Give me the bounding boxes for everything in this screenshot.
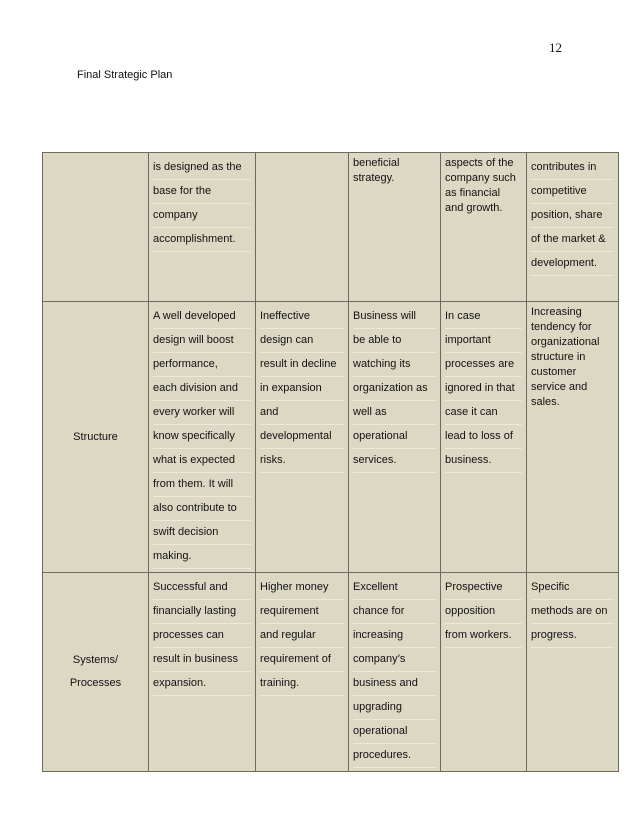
page-number: 12 <box>549 40 562 55</box>
cell-text-line: Increasing <box>531 306 582 318</box>
cell-text-line: performance, <box>153 353 251 377</box>
cell-text-line: from workers. <box>445 624 522 648</box>
table-cell <box>349 573 441 772</box>
cell-text-line: also contribute to <box>153 497 251 521</box>
table-cell <box>349 302 441 573</box>
cell-text-line: processes can <box>153 624 251 648</box>
cell-text-line: Ineffective <box>260 305 344 329</box>
cell-text-line: company <box>153 204 251 228</box>
cell-text-line: lead to loss of <box>445 425 522 449</box>
cell-text-line: risks. <box>260 449 344 473</box>
cell-text-line: sales. <box>531 396 560 408</box>
cell-text-line: case it can <box>445 401 522 425</box>
cell-text-line: requirement <box>260 600 344 624</box>
table-cell <box>527 573 619 772</box>
cell-text-line: and <box>260 401 344 425</box>
cell-text-line: organization as <box>353 377 436 401</box>
cell-text-line: Excellent <box>353 576 436 600</box>
row-label-line: Systems/ <box>72 654 119 666</box>
row-label-cell <box>43 302 149 573</box>
cell-text-line: operational <box>353 720 436 744</box>
cell-text-line: increasing <box>353 624 436 648</box>
cell-text-line: competitive <box>531 180 614 204</box>
cell-text-line: making. <box>153 545 251 569</box>
cell-text-line: design will boost <box>153 329 251 353</box>
table-cell <box>256 153 349 302</box>
cell-text-line: Successful and <box>153 576 251 600</box>
cell-text-line: well as <box>353 401 436 425</box>
cell-text-line: processes are <box>445 353 522 377</box>
cell-text-line: in expansion <box>260 377 344 401</box>
row-label-line: Structure <box>73 430 118 443</box>
cell-text-line: tendency for <box>531 321 592 333</box>
cell-text-line: is designed as the <box>153 156 251 180</box>
cell-text-line: organizational <box>531 336 600 348</box>
table-cell <box>149 573 256 772</box>
cell-text-line: position, share <box>531 204 614 228</box>
cell-text-line: result in business <box>153 648 251 672</box>
table-row <box>43 573 619 772</box>
row-label-cell <box>43 153 149 302</box>
cell-text-line: from them. It will <box>153 473 251 497</box>
cell-text-line: business and <box>353 672 436 696</box>
cell-text-line: progress. <box>531 624 614 648</box>
table-cell <box>256 302 349 573</box>
table-cell <box>149 302 256 573</box>
cell-text-line: as financial <box>445 187 501 199</box>
cell-text-line: beneficial <box>353 157 400 169</box>
cell-text-line: watching its <box>353 353 436 377</box>
cell-text-line: financially lasting <box>153 600 251 624</box>
cell-text-line: requirement of <box>260 648 344 672</box>
cell-text-line: developmental <box>260 425 344 449</box>
cell-text-line: what is expected <box>153 449 251 473</box>
cell-text-line: operational <box>353 425 436 449</box>
table-cell <box>349 153 441 302</box>
table-cell <box>527 153 619 302</box>
cell-text-line: development. <box>531 252 614 276</box>
cell-text-line: customer <box>531 366 577 378</box>
cell-text-line: Specific <box>531 576 614 600</box>
cell-text-line: business. <box>445 449 522 473</box>
cell-text-line: design can <box>260 329 344 353</box>
cell-text-line: be able to <box>353 329 436 353</box>
cell-text-line: services. <box>353 449 436 473</box>
cell-text-line: swift decision <box>153 521 251 545</box>
table-cell <box>441 153 527 302</box>
table-cell <box>149 153 256 302</box>
cell-text-line: expansion. <box>153 672 251 696</box>
table-cell <box>527 302 619 573</box>
cell-text-line: Prospective <box>445 576 522 600</box>
cell-text-line: and growth. <box>445 202 503 214</box>
cell-text-line: In case <box>445 305 522 329</box>
cell-text-line: methods are on <box>531 600 614 624</box>
cell-text-line: service and <box>531 381 588 393</box>
cell-text-line: accomplishment. <box>153 228 251 252</box>
cell-text-line: training. <box>260 672 344 696</box>
row-label-cell <box>43 573 149 772</box>
cell-text-line: each division and <box>153 377 251 401</box>
row-label-line: Processes <box>69 677 122 689</box>
cell-text-line: contributes in <box>531 156 614 180</box>
cell-text-line: and regular <box>260 624 344 648</box>
table-cell <box>256 573 349 772</box>
header-title: Final Strategic Plan <box>77 69 173 81</box>
cell-text-line: know specifically <box>153 425 251 449</box>
cell-text-line: aspects of the <box>445 157 514 169</box>
cell-text-line: result in decline <box>260 353 344 377</box>
cell-text-line: important <box>445 329 522 353</box>
table-cell <box>441 302 527 573</box>
cell-text-line: company such <box>445 172 516 184</box>
cell-text-line: base for the <box>153 180 251 204</box>
cell-text-line: every worker will <box>153 401 251 425</box>
table-row <box>43 153 619 302</box>
cell-text-line: A well developed <box>153 305 251 329</box>
table-row <box>43 302 619 573</box>
cell-text-line: of the market & <box>531 228 614 252</box>
cell-text-line: upgrading <box>353 696 436 720</box>
cell-text-line: strategy. <box>353 172 395 184</box>
cell-text-line: Business will <box>353 305 436 329</box>
cell-text-line: chance for <box>353 600 436 624</box>
strategic-plan-table <box>42 152 619 772</box>
cell-text-line: opposition <box>445 600 522 624</box>
cell-text-line: ignored in that <box>445 377 522 401</box>
cell-text-line: procedures. <box>353 744 436 768</box>
cell-text-line: company’s <box>353 648 436 672</box>
cell-text-line: Higher money <box>260 576 344 600</box>
table-cell <box>441 573 527 772</box>
cell-text-line: structure in <box>531 351 586 363</box>
